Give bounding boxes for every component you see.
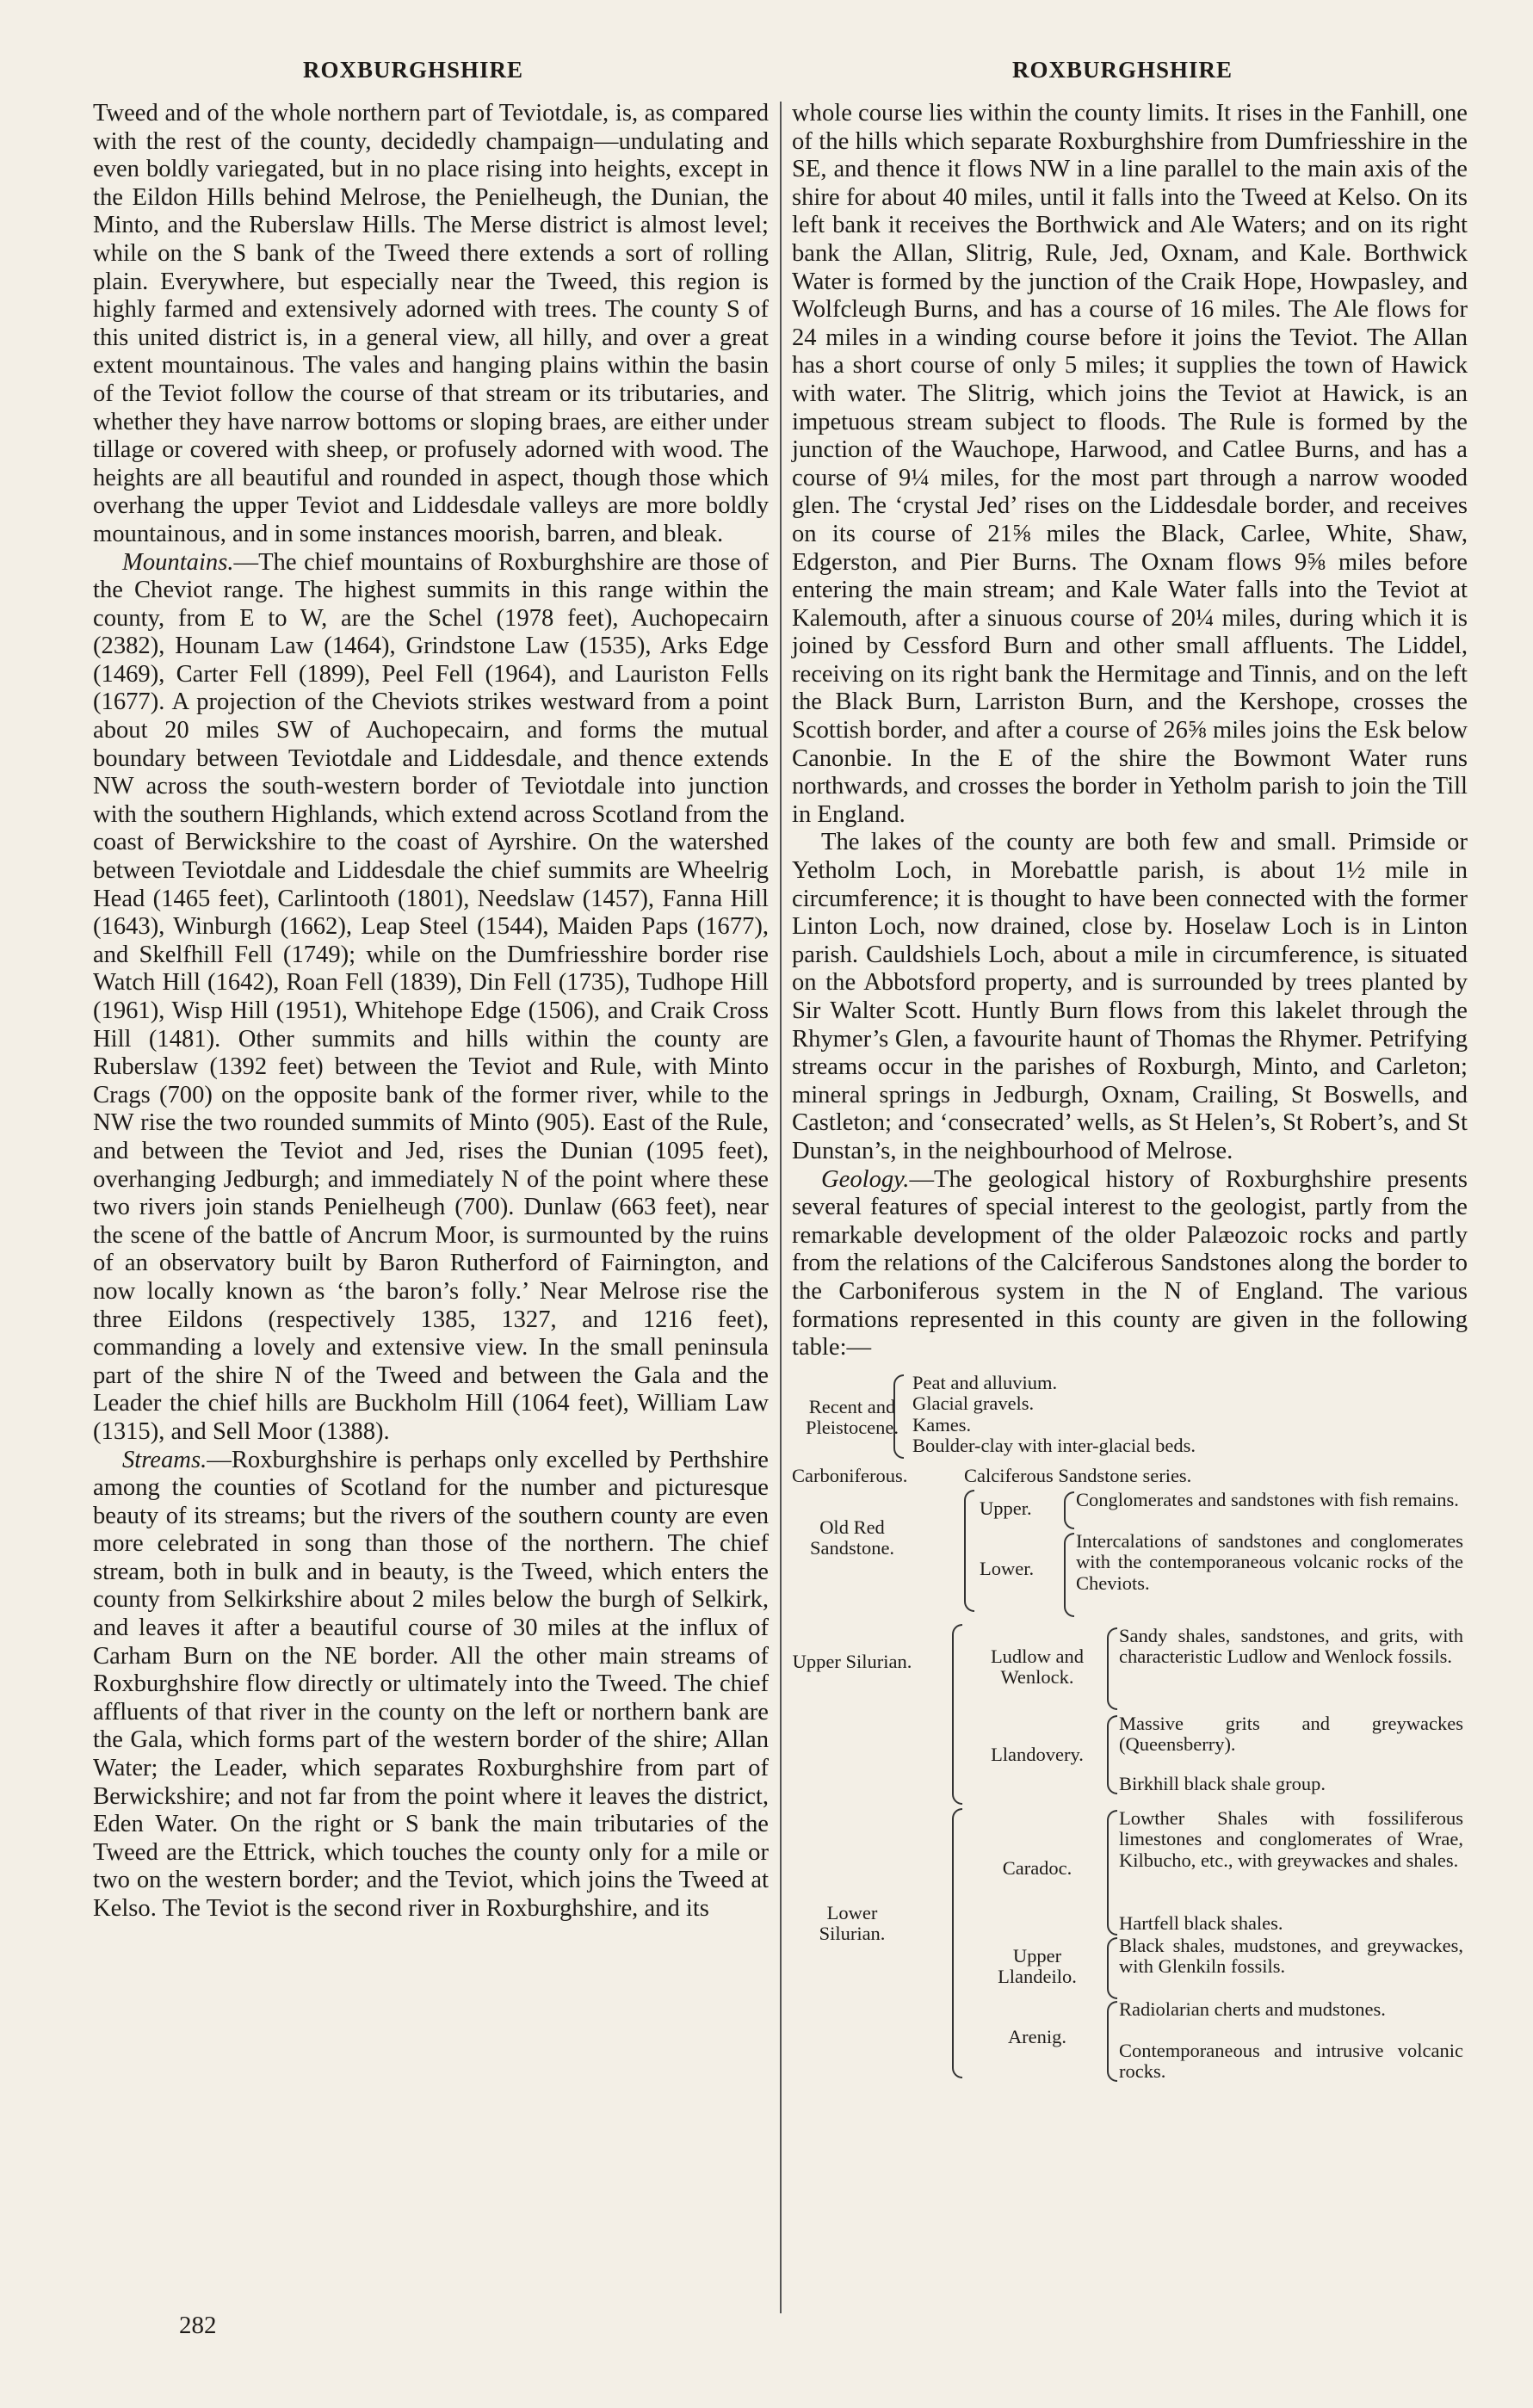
era-label-lower-silurian: Lower Silurian.: [819, 1901, 886, 1945]
left-column: [93, 100, 769, 1923]
llandeilo-label: Upper Llandeilo.: [998, 1944, 1077, 1988]
llandovery-item-2: Birkhill black shale group.: [1119, 1772, 1326, 1794]
arenig-label: Arenig.: [1007, 2025, 1067, 2047]
caradoc-item-1: Lowther Shales with fossiliferous limestones and conglomerates of Wrae, Kilbucho, etc., with greywackes and shales.: [1119, 1806, 1463, 1871]
recent-items: Peat and alluvium. Glacial gravels. Kames. Boulder-clay with inter-glacial beds.: [912, 1371, 1196, 1457]
ludlow-item: Sandy shales, sandstones, and grits, with characteristic Ludlow and Wenlock fossils.: [1119, 1624, 1463, 1668]
ors-upper-label: Upper.: [980, 1497, 1032, 1519]
paragraph-geology: Geology.—The geological history of Roxburghshire presents several features of special interest to the geologist, partly from the remarkable development of the older Palæozoic rocks and partly from the relations of the Calciferous Sandstones along the border to the Carboniferous system in the N of England. The various formations represented in this county are given in the following table:—: [792, 1165, 1468, 1361]
section-heading-mountains: Mountains.: [122, 548, 234, 576]
paragraph-streams: Streams.—Roxburghshire is perhaps only excelled by Perthshire among the counties of Scotland for the number and picturesque beauty of its streams; but the rivers of the southern county are even more celebrated in song than those of the northern. The chief stream, both in bulk and in beauty, is the Tweed, which enters the county from Selkirkshire about 2 miles below the burgh of Selkirk, and leaves it after a beautiful course of 30 miles at the influx of Carham Burn on the NE border. All the other main streams of Roxburghshire flow directly or ultimately into the Tweed. The chief affluents of that river in the county on the left or northern bank are the Gala, which forms part of the western border of the shire; Allan Water; the Leader, which separates Roxburghshire from part of Berwickshire; and not far from the point where it leaves the district, Eden Water. On the right or S bank the main tributaries of the Tweed are the Ettrick, which touches the county only for a mile or two on the western border; and the Teviot, which joins the Tweed at Kelso. The Teviot is the second river in Roxburghshire, and its: [93, 1446, 769, 1922]
paragraph-mountains: Mountains.—The chief mountains of Roxburghshire are those of the Cheviot range. The highest summits in this range within the county, from E to W, are the Schel (1978 feet), Auchopecairn (2382), Hounam Law (1464), Grindstone Law (1535), Arks Edge (1469), Carter Fell (1899), Peel Fell (1964), and Lauriston Fells (1677). A projection of the Cheviots strikes westward from a point about 20 miles SW of Auchopecairn, and forms the mutual boundary between Teviotdale and Liddesdale, and thence extends NW across the south-western border of Teviotdale into junction with the southern Highlands, which extend across Scotland from the coast of Berwickshire to the coast of Ayrshire. On the watershed between Teviotdale and Liddesdale the chief summits are Wheelrig Head (1465 feet), Carlintooth (1801), Needslaw (1457), Fanna Hill (1643), Winburgh (1662), Leap Steel (1544), Maiden Paps (1677), and Skelfhill Fell (1749); while on the Dumfriesshire border rise Watch Hill (1642), Roan Fell (1839), Din Fell (1735), Tudhope Hill (1961), Wisp Hill (1951), Whitehope Edge (1506), and Craik Cross Hill (1481). Other summits and hills within the county are Ruberslaw (1392 feet) between the Teviot and Rule, with Minto Crags (700) on the opposite bank of the former river, while to the NW rise the two rounded summits of Minto (905). East of the Rule, and between the Teviot and Jed, rises the Dunian (1095 feet), overhanging Jedburgh; and immediately N of the point where these two rivers join stands Penielheugh (700). Dunlaw (663 feet), near the scene of the battle of Ancrum Moor, is surmounted by the ruins of an observatory built by Baron Rutherford of Fairnington, and now locally known as ‘the baron’s folly.’ Near Melrose rise the three Eildons (respectively 1385, 1327, and 1216 feet), commanding a lovely and extensive view. In the small peninsula part of the shire N of the Tweed and between the Gala and the Leader the chief hills are Buckholm Hill (1064 feet), William Law (1315), and Sell Moor (1388).: [93, 548, 769, 1445]
running-header-left: ROXBURGHSHIRE: [303, 57, 524, 83]
carboniferous-item: Calciferous Sandstone series.: [964, 1464, 1192, 1486]
section-heading-geology: Geology.: [821, 1165, 910, 1193]
era-label-upper-silurian: Upper Silurian.: [792, 1650, 912, 1672]
paragraph-teviot: whole course lies within the county limits. It rises in the Fanhill, one of the hills which separate Roxburghshire from Dumfriesshire in the SE, and thence it flows NW in a line parallel to the main axis of the shire for about 40 miles, until it falls into the Tweed at Kelso. On its left bank it receives the Borthwick and Ale Waters; and on its right bank the Allan, Slitrig, Rule, Jed, Oxnam, and Kale. Borthwick Water is formed by the junction of the Craik Hope, Howpasley, and Wolfcleugh Burns, and has a course of 16 miles. The Ale flows for 24 miles in a winding course before it joins the Teviot. The Allan has a short course of only 5 miles; it supplies the town of Hawick with water. The Slitrig, which joins the Teviot at Hawick, is an impetuous stream subject to floods. The Rule is formed by the junction of the Wauchope, Harwood, and Catlee Burns, and has a course of 9¼ miles, for the most part through a narrow wooded glen. The ‘crystal Jed’ rises on the Liddesdale border, and receives on its course of 21⅝ miles the Black, Carlee, White, Shaw, Edgerston, and Pier Burns. The Oxnam flows 9⅝ miles before entering the main stream; and Kale Water falls into the Teviot at Kalemouth, after a sinuous course of 20¼ miles, during which it is joined by Cessford Burn and other small affluents. The Liddel, receiving on its right bank the Hermitage and Tinnis, and on the left the Black Burn, Larriston Burn, and the Kershope, crosses the Scottish border, and after a course of 26⅝ miles joins the Esk below Canonbie. In the E of the shire the Bowmont Water runs northwards, and crosses the border in Yetholm parish to join the Till in England.: [792, 100, 1468, 828]
ors-lower-label: Lower.: [980, 1557, 1035, 1579]
geology-table: [792, 1371, 1468, 2083]
arenig-item-2: Contemporaneous and intrusive volcanic rocks.: [1119, 2039, 1463, 2083]
ludlow-label: Ludlow and Wenlock.: [990, 1645, 1085, 1689]
llandovery-label: Llandovery.: [991, 1743, 1084, 1765]
paragraph-lakes: The lakes of the county are both few and small. Primside or Yetholm Loch, in Morebattle parish, is about 1½ mile in circumference; it is thought to have been connected with the former Linton Loch, now drained, close by. Hoselaw Loch is in Linton parish. Cauldshiels Loch, about a mile in circumference, is situated on the Abbotsford property, and is surrounded by trees planted by Sir Walter Scott. Huntly Burn flows from this lakelet through the Rhymer’s Glen, a favourite haunt of Thomas the Rhymer. Petrifying streams occur in the parishes of Roxburgh, Minto, and Carleton; mineral springs in Jedburgh, Oxnam, Crailing, St Boswells, and Castleton; and ‘consecrated’ wells, as St Helen’s, St Robert’s, and St Dunstan’s, in the neighbourhood of Melrose.: [792, 829, 1468, 1164]
ors-upper-item: Conglomerates and sandstones with fish remains.: [1076, 1488, 1459, 1510]
llandeilo-item: Black shales, mudstones, and greywackes, with Glenkiln fossils.: [1119, 1934, 1463, 1978]
right-column: [792, 100, 1468, 2083]
ors-lower-item: Intercalations of sandstones and conglomerates with the contemporaneous volcanic rocks of the Cheviots.: [1076, 1529, 1463, 1594]
caradoc-label: Caradoc.: [1002, 1856, 1072, 1879]
caradoc-item-2: Hartfell black shales.: [1119, 1911, 1283, 1934]
era-label-old-red-sandstone: Old Red Sandstone.: [809, 1516, 895, 1559]
column-divider: [780, 102, 782, 2313]
section-heading-streams: Streams.: [122, 1446, 207, 1473]
page-number: 282: [179, 2312, 217, 2339]
llandovery-item-1: Massive grits and greywackes (Queensberry).: [1119, 1712, 1463, 1756]
era-label-recent: Recent and Pleistocene.: [805, 1395, 899, 1439]
running-header-right: ROXBURGHSHIRE: [1012, 57, 1233, 83]
paragraph-champaign: Tweed and of the whole northern part of Teviotdale, is, as compared with the rest of the county, decidedly champaign—undulating and even boldly variegated, but in no place rising into heights, except in the Eildon Hills behind Melrose, the Penielheugh, the Dunian, the Minto, and the Ruberslaw Hills. The Merse district is almost level; while on the S bank of the Tweed there extends a sort of rolling plain. Everywhere, but especially near the Tweed, this region is highly farmed and extensively adorned with trees. The county S of this united district is, in a general view, all hilly, and over a great extent mountainous. The vales and hanging plains within the basin of the Teviot follow the course of that stream or its tributaries, and whether they have narrow bottoms or sloping braes, are either under tillage or covered with sheep, or profusely adorned with wood. The heights are all beautiful and rounded in aspect, though those which overhang the upper Teviot and Liddesdale valleys are more boldly mountainous, and in some instances moorish, barren, and bleak.: [93, 100, 769, 547]
arenig-item-1: Radiolarian cherts and mudstones.: [1119, 1997, 1386, 2020]
era-label-carboniferous: Carboniferous.: [792, 1464, 908, 1486]
